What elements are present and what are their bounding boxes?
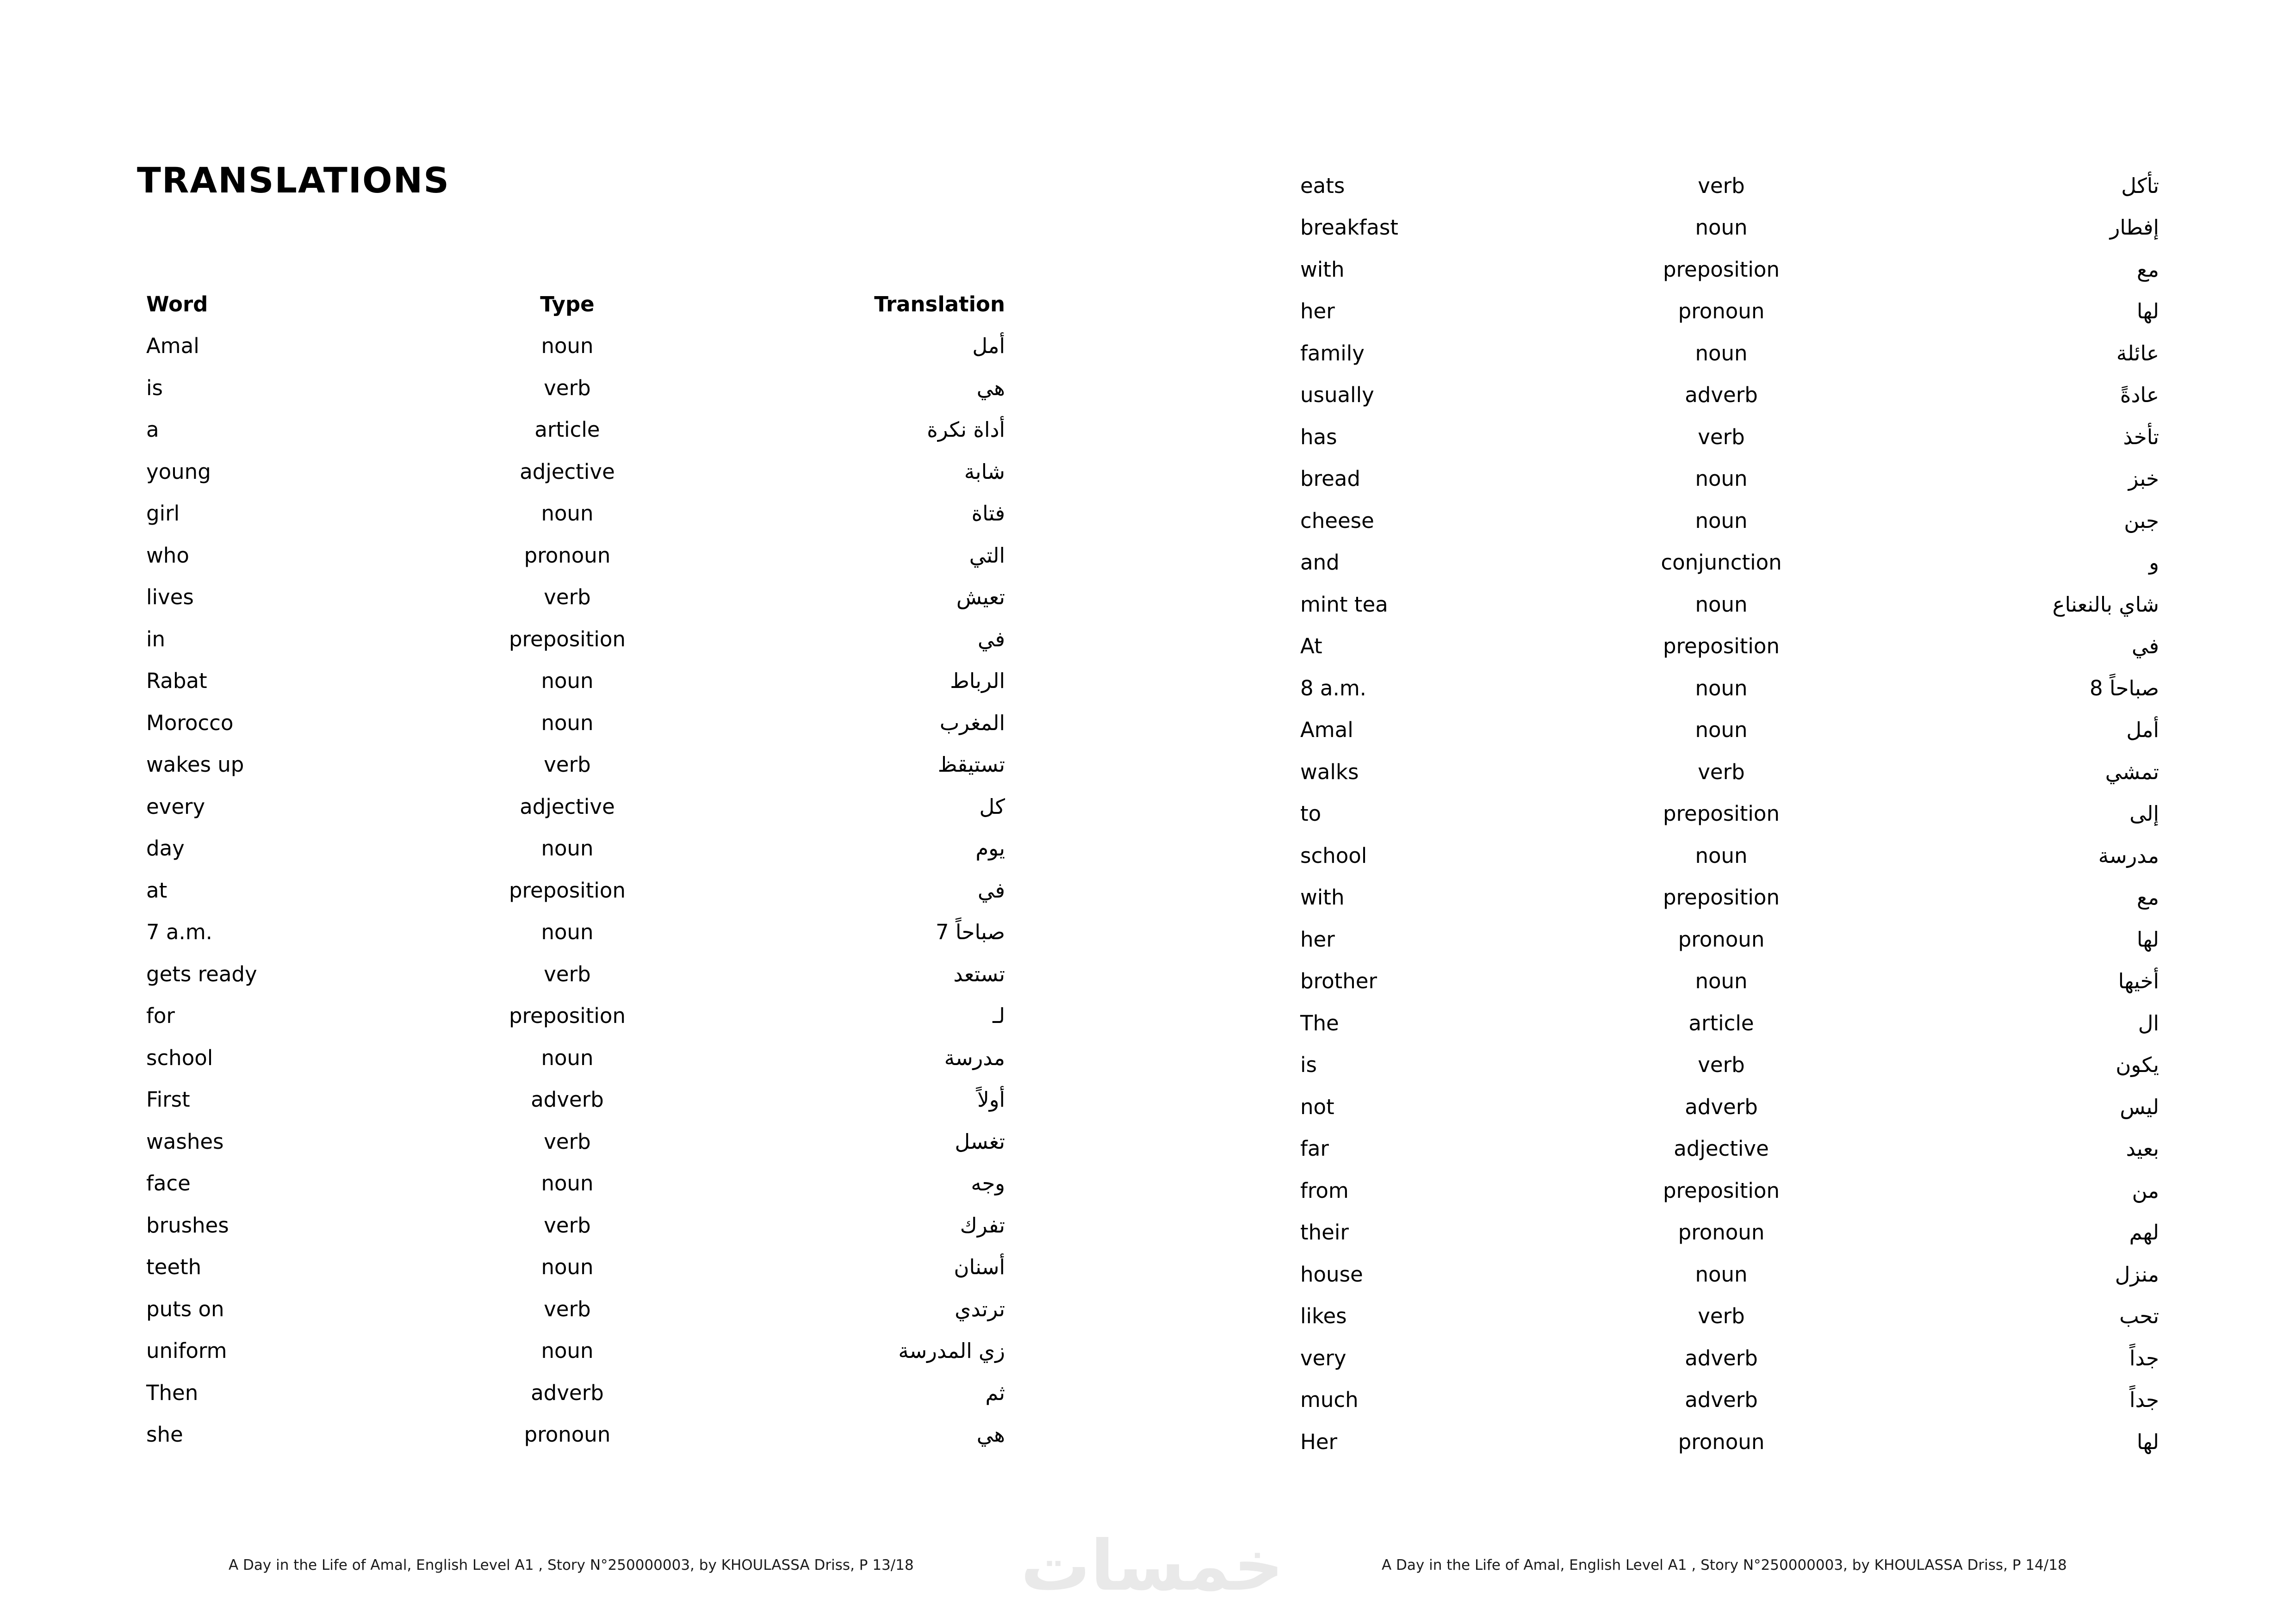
table-row xyxy=(137,451,1013,493)
table-row xyxy=(137,953,1013,995)
translation-cell: مع xyxy=(2136,257,2159,282)
table-row xyxy=(1291,458,2167,500)
word-cell: girl xyxy=(146,501,180,526)
table-row xyxy=(1291,1044,2167,1086)
word-cell: much xyxy=(1300,1388,1359,1412)
translation-cell: تستعد xyxy=(953,961,1005,986)
translation-cell: ال xyxy=(2138,1010,2159,1035)
type-cell: noun xyxy=(541,920,594,945)
word-cell: school xyxy=(1300,843,1367,868)
word-cell: teeth xyxy=(146,1255,202,1280)
table-row xyxy=(1291,1421,2167,1463)
translation-cell: وجه xyxy=(971,1171,1005,1196)
table-row xyxy=(137,409,1013,451)
type-cell: verb xyxy=(544,375,591,400)
table-header-row xyxy=(137,283,1013,325)
type-cell: pronoun xyxy=(524,1422,611,1447)
translation-cell: كل xyxy=(979,794,1005,819)
translation-cell: شابة xyxy=(964,459,1005,484)
table-row xyxy=(1291,1253,2167,1295)
word-cell: is xyxy=(146,375,163,400)
word-cell: gets ready xyxy=(146,961,257,986)
table-row xyxy=(1291,500,2167,542)
translation-cell: يكون xyxy=(2116,1053,2159,1078)
translation-cell: يوم xyxy=(975,836,1005,861)
watermark-logo: خمسات xyxy=(1020,1526,1284,1606)
table-row xyxy=(1291,626,2167,668)
word-cell: brushes xyxy=(146,1213,229,1238)
translation-cell: تمشي xyxy=(2105,759,2159,784)
table-row xyxy=(1291,751,2167,793)
table-row xyxy=(1291,332,2167,374)
type-cell: preposition xyxy=(1663,1178,1780,1203)
type-cell: adjective xyxy=(1674,1136,1769,1161)
table-row xyxy=(1291,374,2167,416)
type-cell: noun xyxy=(541,1338,594,1363)
table-body-right xyxy=(1291,165,2167,1463)
table-row xyxy=(1291,207,2167,249)
translation-cell: بعيد xyxy=(2126,1136,2159,1161)
type-cell: noun xyxy=(1695,969,1748,994)
type-cell: adjective xyxy=(520,794,615,819)
type-cell: noun xyxy=(1695,466,1748,491)
word-cell: her xyxy=(1300,927,1335,952)
word-cell: not xyxy=(1300,1094,1334,1119)
type-cell: pronoun xyxy=(1678,927,1765,952)
type-cell: noun xyxy=(541,501,594,526)
type-cell: noun xyxy=(541,334,594,359)
translation-cell: التي xyxy=(969,543,1005,568)
translation-cell: تغسل xyxy=(955,1129,1005,1154)
word-cell: very xyxy=(1300,1345,1347,1370)
table-row xyxy=(1291,1128,2167,1170)
table-row xyxy=(137,1079,1013,1121)
word-cell: day xyxy=(146,836,185,861)
translation-cell: أخيها xyxy=(2118,969,2159,994)
word-cell: for xyxy=(146,1004,175,1028)
translation-cell: إفطار xyxy=(2110,215,2159,240)
table-row xyxy=(137,1288,1013,1330)
word-cell: far xyxy=(1300,1136,1329,1161)
type-cell: verb xyxy=(1698,1053,1745,1078)
vocabulary-table-right xyxy=(1291,165,2167,1463)
column-header-translation: Translation xyxy=(874,291,1005,316)
word-cell: Rabat xyxy=(146,669,207,694)
word-cell: is xyxy=(1300,1053,1317,1078)
table-row xyxy=(137,1121,1013,1163)
table-row xyxy=(1291,165,2167,207)
word-cell: to xyxy=(1300,801,1322,826)
type-cell: adverb xyxy=(531,1380,604,1405)
table-row xyxy=(1291,1212,2167,1254)
word-cell: likes xyxy=(1300,1304,1347,1329)
word-cell: from xyxy=(1300,1178,1349,1203)
translation-cell: أمل xyxy=(2126,718,2159,743)
type-cell: preposition xyxy=(509,878,626,903)
type-cell: article xyxy=(534,417,600,442)
type-cell: adverb xyxy=(1685,383,1758,408)
type-cell: conjunction xyxy=(1661,550,1782,575)
translation-cell: جداً xyxy=(2129,1388,2159,1412)
table-row xyxy=(1291,542,2167,584)
translation-cell: زي المدرسة xyxy=(898,1338,1005,1363)
footer-page-13: A Day in the Life of Amal, English Level A1 , Story N°250000003, by KHOULASSA Driss, P 13/18 xyxy=(229,1557,914,1573)
word-cell: face xyxy=(146,1171,191,1196)
word-cell: their xyxy=(1300,1220,1349,1245)
word-cell: uniform xyxy=(146,1338,227,1363)
type-cell: verb xyxy=(1698,1304,1745,1329)
translation-cell: عائلة xyxy=(2116,341,2159,365)
word-cell: wakes up xyxy=(146,752,244,777)
type-cell: noun xyxy=(1695,592,1748,617)
translation-cell: و xyxy=(2149,550,2159,575)
word-cell: brother xyxy=(1300,969,1377,994)
table-row xyxy=(1291,1170,2167,1212)
vocabulary-table-left xyxy=(137,283,1013,1456)
type-cell: verb xyxy=(1698,759,1745,784)
type-cell: noun xyxy=(541,1045,594,1070)
translation-cell: لها xyxy=(2136,1429,2159,1454)
table-row xyxy=(1291,583,2167,626)
table-row xyxy=(137,1204,1013,1246)
page-title: TRANSLATIONS xyxy=(137,160,450,201)
translation-cell: جبن xyxy=(2124,508,2159,533)
table-row xyxy=(137,869,1013,911)
type-cell: verb xyxy=(1698,424,1745,449)
translation-cell: ثم xyxy=(985,1380,1005,1405)
word-cell: she xyxy=(146,1422,183,1447)
type-cell: noun xyxy=(1695,675,1748,700)
type-cell: pronoun xyxy=(524,543,611,568)
word-cell: Her xyxy=(1300,1429,1338,1454)
table-row xyxy=(137,367,1013,409)
translation-cell: لهم xyxy=(2129,1220,2159,1245)
translation-cell: أمل xyxy=(972,334,1005,359)
type-cell: noun xyxy=(541,669,594,694)
translation-cell: خبز xyxy=(2128,466,2159,491)
type-cell: verb xyxy=(544,961,591,986)
word-cell: breakfast xyxy=(1300,215,1398,240)
table-row xyxy=(137,1246,1013,1288)
table-row xyxy=(137,744,1013,786)
word-cell: family xyxy=(1300,341,1365,365)
table-row xyxy=(1291,416,2167,458)
type-cell: adverb xyxy=(1685,1094,1758,1119)
table-row xyxy=(137,534,1013,576)
table-row xyxy=(1291,1337,2167,1379)
word-cell: Then xyxy=(146,1380,199,1405)
type-cell: noun xyxy=(1695,508,1748,533)
word-cell: every xyxy=(146,794,205,819)
translation-cell: تستيقظ xyxy=(937,752,1005,777)
word-cell: washes xyxy=(146,1129,224,1154)
type-cell: verb xyxy=(1698,173,1745,198)
translation-cell: في xyxy=(2131,634,2159,659)
translation-cell: فتاة xyxy=(971,501,1005,526)
type-cell: noun xyxy=(1695,1262,1748,1287)
word-cell: At xyxy=(1300,634,1322,659)
translation-cell: تأخذ xyxy=(2123,424,2159,449)
table-row xyxy=(137,702,1013,744)
footer-page-14: A Day in the Life of Amal, English Level A1 , Story N°250000003, by KHOULASSA Driss, P 14/18 xyxy=(1382,1557,2067,1573)
type-cell: preposition xyxy=(509,1004,626,1028)
table-row xyxy=(1291,1295,2167,1338)
word-cell: puts on xyxy=(146,1296,224,1321)
word-cell: school xyxy=(146,1045,213,1070)
word-cell: her xyxy=(1300,299,1335,324)
translation-cell: أولاً xyxy=(977,1087,1005,1112)
type-cell: noun xyxy=(541,1171,594,1196)
table-row xyxy=(1291,291,2167,333)
word-cell: usually xyxy=(1300,383,1374,408)
word-cell: Amal xyxy=(146,334,199,359)
type-cell: noun xyxy=(1695,215,1748,240)
table-row xyxy=(137,660,1013,702)
table-row xyxy=(137,576,1013,619)
word-cell: The xyxy=(1300,1010,1339,1035)
table-row xyxy=(137,1330,1013,1372)
translation-cell: هي xyxy=(976,1422,1005,1447)
translation-cell: ليس xyxy=(2120,1094,2159,1119)
type-cell: noun xyxy=(541,710,594,735)
type-cell: noun xyxy=(1695,843,1748,868)
type-cell: pronoun xyxy=(1678,1429,1765,1454)
column-header-type: Type xyxy=(540,291,595,316)
table-row xyxy=(1291,793,2167,835)
type-cell: article xyxy=(1688,1010,1754,1035)
table-row xyxy=(1291,835,2167,877)
word-cell: house xyxy=(1300,1262,1363,1287)
column-header-word: Word xyxy=(146,291,208,316)
word-cell: walks xyxy=(1300,759,1359,784)
table-row xyxy=(137,493,1013,535)
translation-cell: تحب xyxy=(2119,1304,2159,1329)
word-cell: at xyxy=(146,878,168,903)
type-cell: preposition xyxy=(1663,257,1780,282)
word-cell: in xyxy=(146,626,166,651)
type-cell: noun xyxy=(1695,341,1748,365)
table-row xyxy=(137,828,1013,870)
type-cell: noun xyxy=(541,836,594,861)
translation-cell: صباحاً 7 xyxy=(936,920,1005,945)
translation-cell: إلى xyxy=(2129,801,2159,826)
table-row xyxy=(1291,1086,2167,1128)
type-cell: adverb xyxy=(1685,1388,1758,1412)
translation-cell: لها xyxy=(2136,299,2159,324)
type-cell: noun xyxy=(541,1255,594,1280)
translation-cell: هي xyxy=(976,375,1005,400)
word-cell: First xyxy=(146,1087,190,1112)
type-cell: adverb xyxy=(531,1087,604,1112)
word-cell: with xyxy=(1300,885,1345,910)
translation-cell: لها xyxy=(2136,927,2159,952)
word-cell: who xyxy=(146,543,189,568)
word-cell: cheese xyxy=(1300,508,1374,533)
table-row xyxy=(137,995,1013,1037)
translation-cell: شاي بالنعناع xyxy=(2052,592,2159,617)
type-cell: preposition xyxy=(1663,634,1780,659)
translation-cell: تفرك xyxy=(960,1213,1005,1238)
translation-cell: أداة نكرة xyxy=(927,417,1005,442)
type-cell: preposition xyxy=(1663,885,1780,910)
table-row xyxy=(137,325,1013,367)
translation-cell: جداً xyxy=(2129,1345,2159,1370)
type-cell: verb xyxy=(544,585,591,610)
translation-cell: الرباط xyxy=(950,669,1005,694)
type-cell: pronoun xyxy=(1678,1220,1765,1245)
table-row xyxy=(137,1372,1013,1414)
word-cell: a xyxy=(146,417,159,442)
table-row xyxy=(1291,709,2167,751)
type-cell: verb xyxy=(544,1213,591,1238)
word-cell: Morocco xyxy=(146,710,234,735)
table-row xyxy=(137,1037,1013,1079)
word-cell: and xyxy=(1300,550,1340,575)
translation-cell: ترتدي xyxy=(955,1296,1005,1321)
type-cell: preposition xyxy=(1663,801,1780,826)
table-row xyxy=(137,1163,1013,1205)
type-cell: verb xyxy=(544,1296,591,1321)
translation-cell: صباحاً 8 xyxy=(2090,675,2159,700)
translation-cell: مدرسة xyxy=(2098,843,2159,868)
table-row xyxy=(1291,248,2167,291)
table-row xyxy=(1291,1002,2167,1044)
type-cell: noun xyxy=(1695,718,1748,743)
word-cell: young xyxy=(146,459,211,484)
table-row xyxy=(1291,918,2167,960)
type-cell: preposition xyxy=(509,626,626,651)
translation-cell: المغرب xyxy=(939,710,1005,735)
translation-cell: من xyxy=(2132,1178,2159,1203)
translation-cell: منزل xyxy=(2115,1262,2159,1287)
word-cell: 7 a.m. xyxy=(146,920,212,945)
word-cell: with xyxy=(1300,257,1345,282)
table-row xyxy=(137,1414,1013,1456)
table-body-left xyxy=(137,325,1013,1456)
type-cell: pronoun xyxy=(1678,299,1765,324)
word-cell: eats xyxy=(1300,173,1345,198)
translation-cell: مدرسة xyxy=(944,1045,1005,1070)
word-cell: 8 a.m. xyxy=(1300,675,1366,700)
translation-cell: في xyxy=(977,878,1005,903)
word-cell: Amal xyxy=(1300,718,1353,743)
translation-cell: تأكل xyxy=(2121,173,2159,198)
translation-cell: في xyxy=(977,626,1005,651)
word-cell: lives xyxy=(146,585,194,610)
type-cell: adverb xyxy=(1685,1345,1758,1370)
word-cell: has xyxy=(1300,424,1337,449)
table-row xyxy=(1291,667,2167,709)
type-cell: verb xyxy=(544,1129,591,1154)
table-row xyxy=(1291,1379,2167,1421)
translation-cell: مع xyxy=(2136,885,2159,910)
table-row xyxy=(137,786,1013,828)
word-cell: bread xyxy=(1300,466,1360,491)
word-cell: mint tea xyxy=(1300,592,1388,617)
translation-cell: أسنان xyxy=(954,1255,1005,1280)
table-row xyxy=(137,911,1013,954)
translation-cell: تعيش xyxy=(956,585,1005,610)
table-row xyxy=(1291,960,2167,1003)
type-cell: verb xyxy=(544,752,591,777)
type-cell: adjective xyxy=(520,459,615,484)
table-row xyxy=(1291,877,2167,919)
translation-cell: عادةً xyxy=(2120,383,2159,408)
table-row xyxy=(137,618,1013,660)
translation-cell: لـ xyxy=(993,1004,1005,1028)
